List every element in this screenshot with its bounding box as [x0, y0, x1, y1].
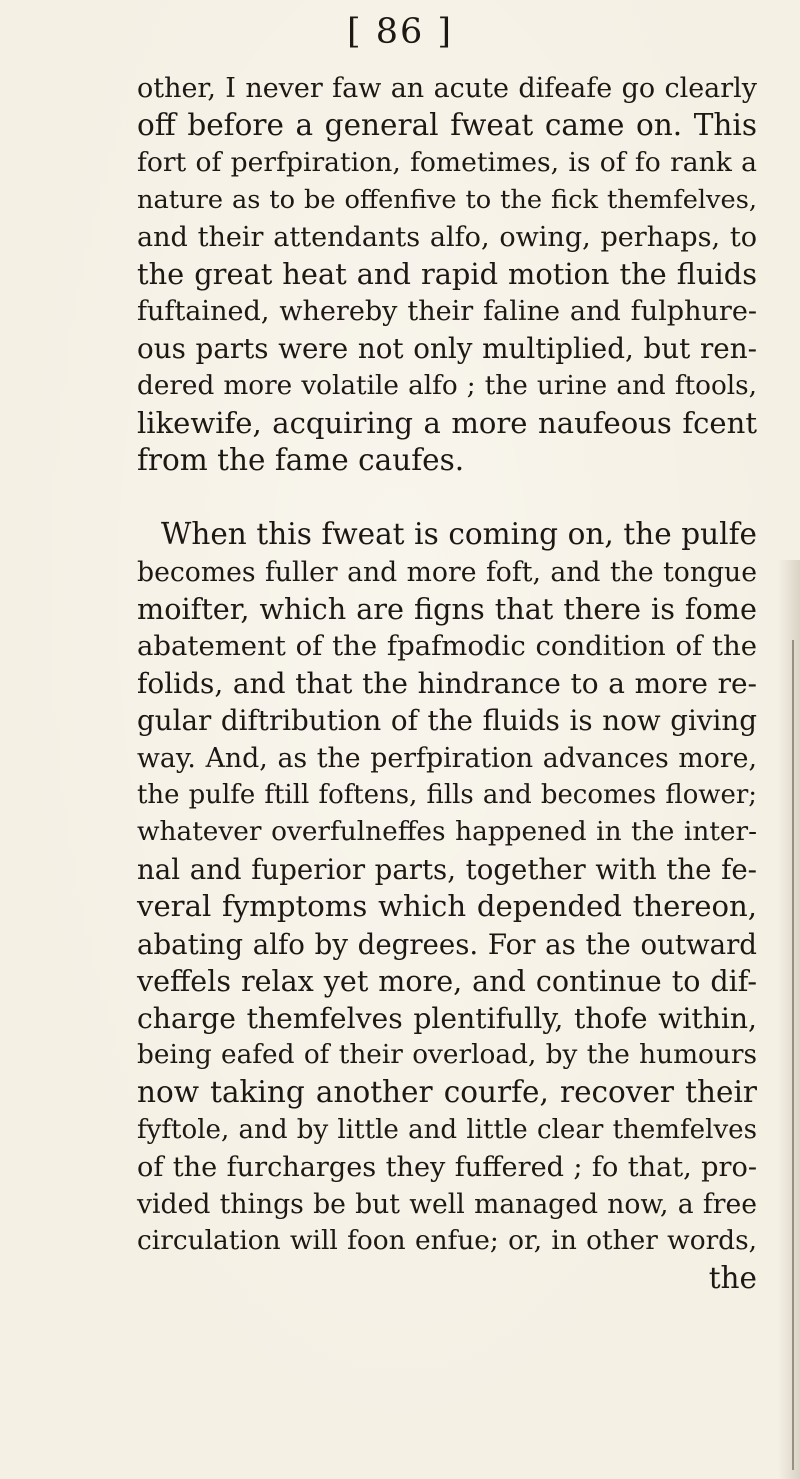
text-line: circulation will foon enfue; or, in other words,: [137, 1226, 757, 1257]
text-line: veffels relax yet more, and continue to dif-: [137, 963, 757, 998]
body-text: [137, 70, 757, 1298]
text-line: fort of perfpiration, fometimes, is of fo rank a: [137, 147, 757, 179]
text-line: dered more volatile alfo ; the urine and ftools,: [137, 370, 757, 401]
text-line: fyftole, and by little and little clear themfelves: [137, 1114, 757, 1145]
text-line: gular diftribution of the fluids is now giving: [137, 704, 757, 738]
text-line: way. And, as the perfpiration advances more,: [137, 742, 757, 774]
page-edge-line: [792, 640, 794, 1470]
page-number-header: [ 86 ]: [346, 12, 454, 52]
text-line: veral fymptoms which depended thereon,: [137, 889, 757, 924]
text-line: and their attendants alfo, owing, perhaps, to: [137, 221, 757, 253]
text-line: nature as to be offenfive to the fick themfelves,: [137, 184, 757, 215]
catchword: the: [708, 1261, 757, 1296]
text-line: folids, and that the hindrance to a more re-: [137, 667, 757, 701]
text-line: now taking another courfe, recover their: [137, 1075, 757, 1110]
text-line: of the furcharges they fuffered ; fo that, pro-: [137, 1151, 757, 1183]
text-line: abating alfo by degrees. For as the outward: [137, 927, 757, 961]
text-line: from the fame caufes.: [137, 443, 465, 478]
text-line: abatement of the fpafmodic condition of the: [137, 630, 757, 663]
text-line: moifter, which are figns that there is fome: [137, 591, 757, 626]
text-line: When this fweat is coming on, the pulfe: [161, 517, 757, 552]
text-line: whatever overfulneffes happened in the inter-: [137, 817, 757, 848]
page-edge-shadow: [778, 560, 800, 1479]
text-line: likewife, acquiring a more naufeous fcent: [137, 405, 757, 440]
text-line: vided things be but well managed now, a free: [137, 1189, 757, 1221]
paragraph-1: [137, 70, 757, 479]
text-line: nal and fuperior parts, together with the fe-: [137, 853, 757, 887]
text-line: becomes fuller and more foft, and the tongue: [137, 556, 757, 588]
text-line: the pulfe ftill foftens, fills and becomes flower;: [137, 779, 757, 810]
text-line: ous parts were not only multiplied, but ren-: [137, 332, 757, 366]
text-line: the great heat and rapid motion the fluids: [137, 257, 757, 292]
text-line: off before a general fweat came on. This: [137, 108, 757, 143]
text-line: charge themfelves plentifully, thofe within,: [137, 1002, 757, 1036]
text-line: fuftained, whereby their faline and fulphure-: [137, 296, 757, 328]
text-line: being eafed of their overload, by the humours: [137, 1040, 757, 1071]
paragraph-2: [137, 516, 757, 1297]
text-line: other, I never faw an acute difeafe go clearly: [137, 73, 757, 104]
